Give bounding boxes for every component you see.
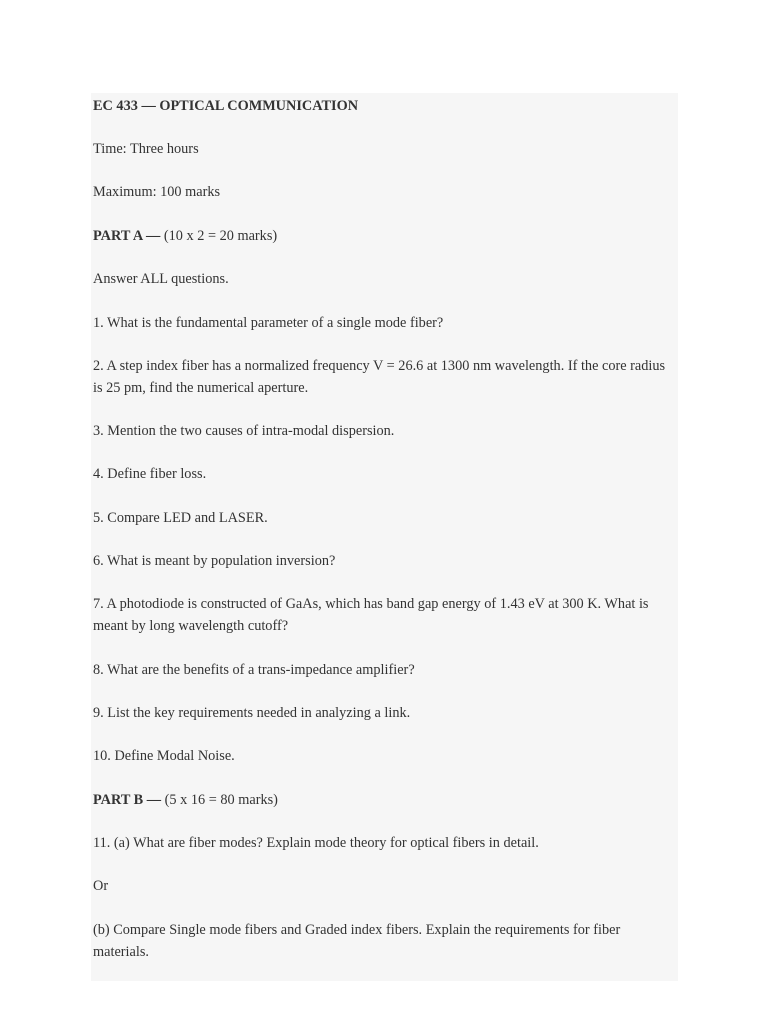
question-11b: (b) Compare Single mode fibers and Graded index fibers. Explain the requirements for fiber materials. [93, 922, 621, 960]
question-6: 6. What is meant by population inversion? [93, 553, 336, 569]
question-1: 1. What is the fundamental parameter of a single mode fiber? [93, 315, 444, 331]
question-11a: 11. (a) What are fiber modes? Explain mode theory for optical fibers in detail. [93, 835, 539, 851]
question-9: 9. List the key requirements needed in analyzing a link. [93, 705, 411, 721]
question-2: 2. A step index fiber has a normalized frequency V = 26.6 at 1300 nm wavelength. If the core radius is 25 pm, find the numerical aperture. [93, 358, 666, 396]
question-4: 4. Define fiber loss. [93, 466, 207, 482]
question-10: 10. Define Modal Noise. [93, 748, 235, 764]
part-b-label: PART B — [93, 792, 162, 808]
exam-time: Time: Three hours [93, 141, 199, 157]
part-a-instruction: Answer ALL questions. [93, 271, 229, 287]
exam-title: EC 433 — OPTICAL COMMUNICATION [93, 98, 359, 114]
part-a-heading [93, 225, 674, 247]
or-separator: Or [93, 878, 109, 894]
part-a-label: PART A — [93, 228, 161, 244]
exam-paper-content [91, 93, 678, 981]
part-b-heading [93, 789, 674, 811]
question-8: 8. What are the benefits of a trans-impedance amplifier? [93, 662, 415, 678]
part-b-marks: (5 x 16 = 80 marks) [161, 792, 278, 808]
part-a-marks: (10 x 2 = 20 marks) [160, 228, 278, 244]
question-7: 7. A photodiode is constructed of GaAs, which has band gap energy of 1.43 eV at 300 K. What is meant by long wavelength cutoff? [93, 596, 649, 634]
exam-max-marks: Maximum: 100 marks [93, 184, 221, 200]
question-3: 3. Mention the two causes of intra-modal dispersion. [93, 423, 395, 439]
question-5: 5. Compare LED and LASER. [93, 510, 268, 526]
